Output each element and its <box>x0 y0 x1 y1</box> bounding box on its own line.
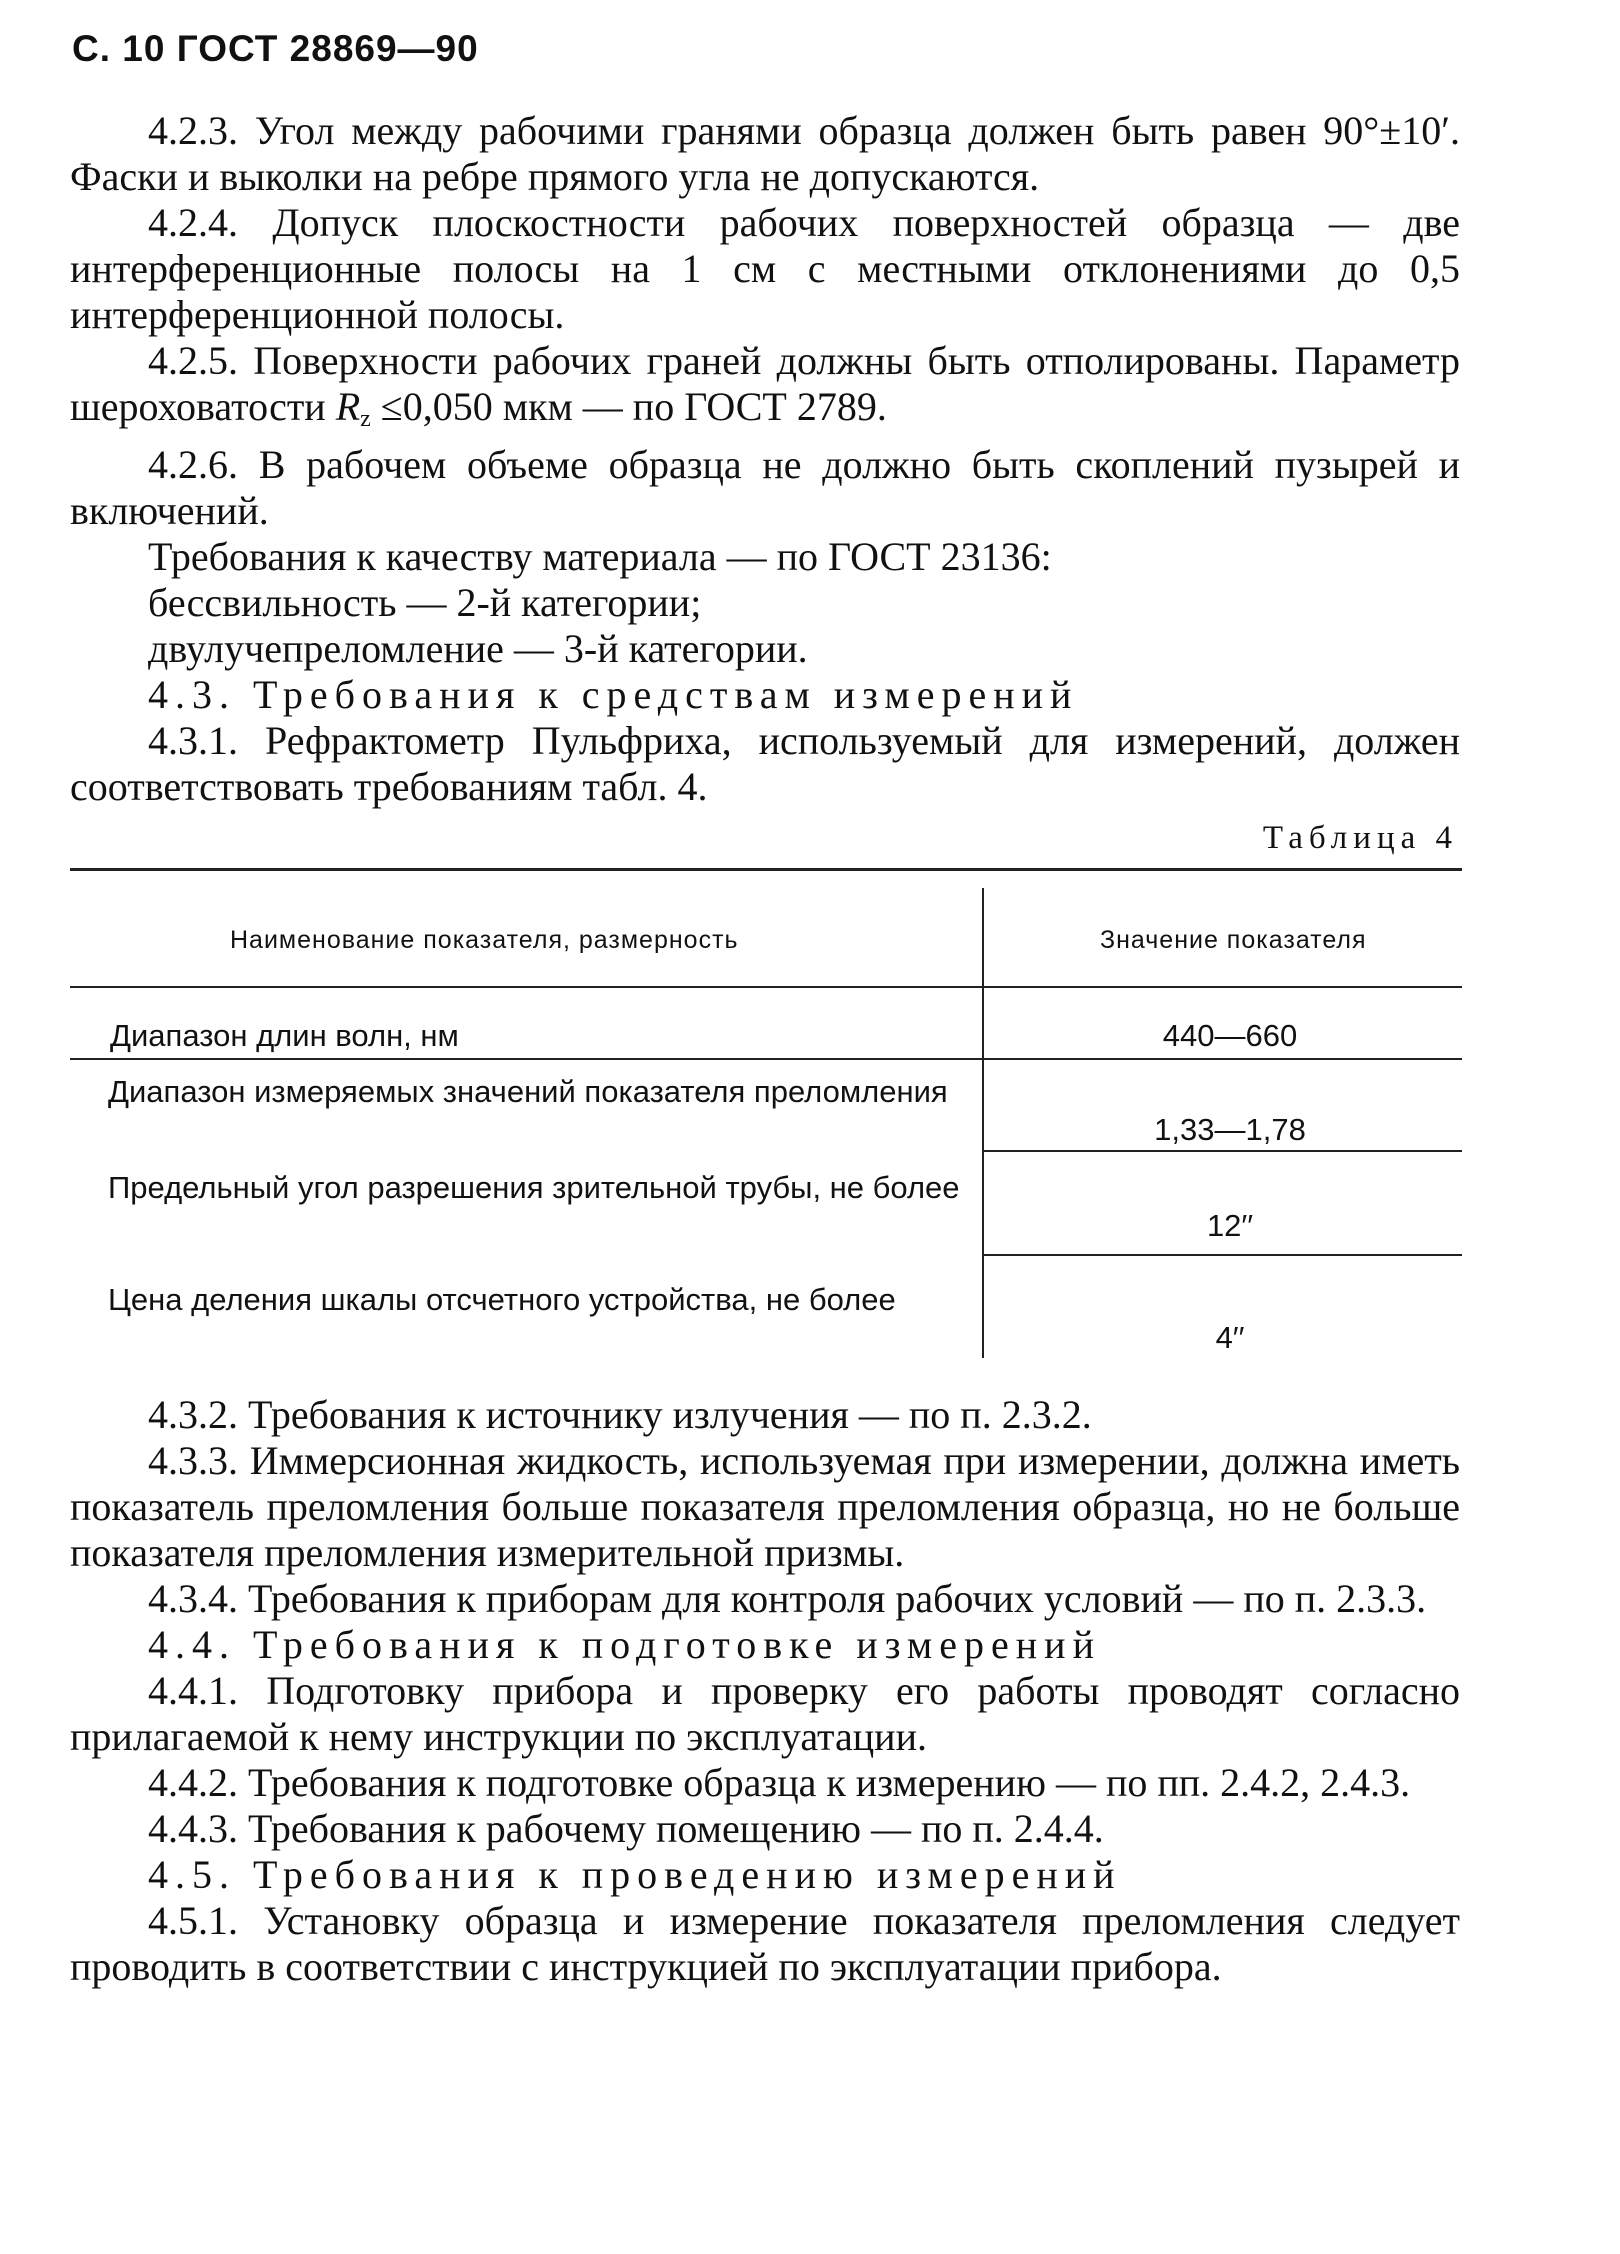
table-row-1-name: Диапазон длин волн, нм <box>110 1018 459 1053</box>
section-4-3-heading: 4.3. Требования к средствам измерений <box>148 672 1079 717</box>
value-rule-2 <box>984 1150 1462 1152</box>
paragraph-4-2-4: 4.2.4. Допуск плоскостности рабочих поверхностей образца — две интерференционные полосы на 1 см с местными отклонениями до 0,5 интерференционной полосы. <box>70 200 1460 337</box>
paragraph-4-2-5-text-b: ≤0,050 мкм — по ГОСТ 2789. <box>370 384 887 429</box>
table-row-1-value: 440—660 <box>1162 1018 1298 1053</box>
paragraph-4-3-4: 4.3.4. Требования к приборам для контроля рабочих условий — по п. 2.3.3. <box>148 1576 1427 1621</box>
paragraph-4-3-3: 4.3.3. Иммерсионная жидкость, используемая при измерении, должна иметь показатель преломления больше показателя преломления образца, но не больше показателя преломления измерительной призмы. <box>70 1438 1460 1575</box>
specs-table <box>70 868 1462 1376</box>
material-requirements: Требования к качеству материала — по ГОСТ 23136: <box>148 534 1052 579</box>
table-row-2-name: Диапазон измеряемых значений показателя преломления <box>108 1074 948 1109</box>
page-header: С. 10 ГОСТ 28869—90 <box>72 28 479 69</box>
table-caption: Таблица 4 <box>1262 820 1458 856</box>
table-header-value: Значение показателя <box>1100 926 1367 954</box>
table-header-rule <box>70 986 1462 988</box>
table-header-name: Наименование показателя, размерность <box>230 926 739 954</box>
paragraph-4-4-3: 4.4.3. Требования к рабочему помещению — по п. 2.4.4. <box>148 1806 1104 1851</box>
table-row-4-name: Цена деления шкалы отсчетного устройства, не более <box>108 1282 896 1317</box>
table-row-3-value: 12′′ <box>1206 1208 1254 1243</box>
paragraph-4-2-3: 4.2.3. Угол между рабочими гранями образца должен быть равен 90°±10′. Фаски и выколки на ребре прямого угла не допускаются. <box>70 108 1460 199</box>
birefringence-requirement: двулучепреломление — 3-й категории. <box>148 626 808 671</box>
paragraph-4-2-5-text-a: 4.2.5. Поверхности рабочих граней должны быть отполированы. Параметр шероховатости <box>70 338 1460 429</box>
section-4-4-heading: 4.4. Требования к подготовке измерений <box>148 1622 1101 1667</box>
value-rule-1 <box>984 1058 1462 1060</box>
paragraph-4-2-6: 4.2.6. В рабочем объеме образца не должно быть скоплений пузырей и включений. <box>70 442 1460 533</box>
row-rule-1 <box>70 1058 982 1060</box>
bubble-requirement: бессвильность — 2-й категории; <box>148 580 702 625</box>
paragraph-4-3-1: 4.3.1. Рефрактометр Пульфриха, используемый для измерений, должен соответствовать требованиям табл. 4. <box>70 718 1460 809</box>
paragraph-4-4-1: 4.4.1. Подготовку прибора и проверку его работы проводят согласно прилагаемой к нему инструкции по эксплуатации. <box>70 1668 1460 1759</box>
paragraph-4-3-2: 4.3.2. Требования к источнику излучения — по п. 2.3.2. <box>148 1392 1092 1437</box>
table-row-3-name: Предельный угол разрешения зрительной трубы, не более <box>108 1170 960 1205</box>
paragraph-4-4-2: 4.4.2. Требования к подготовке образца к измерению — по пп. 2.4.2, 2.4.3. <box>148 1760 1411 1805</box>
section-4-5-heading: 4.5. Требования к проведению измерений <box>148 1852 1122 1897</box>
value-rule-3 <box>984 1254 1462 1256</box>
roughness-symbol: R <box>335 384 361 429</box>
roughness-subscript: z <box>360 406 371 432</box>
paragraph-4-5-1: 4.5.1. Установку образца и измерение показателя преломления следует проводить в соответствии с инструкцией по эксплуатации прибора. <box>70 1898 1460 1989</box>
table-row-2-value: 1,33—1,78 <box>1154 1112 1306 1147</box>
text-block-top <box>70 108 1460 810</box>
table-row-4-value: 4′′ <box>1215 1320 1245 1355</box>
paragraph-4-2-5 <box>70 338 1460 442</box>
text-block-bottom <box>70 1392 1460 1990</box>
table-top-rule <box>70 868 1462 871</box>
